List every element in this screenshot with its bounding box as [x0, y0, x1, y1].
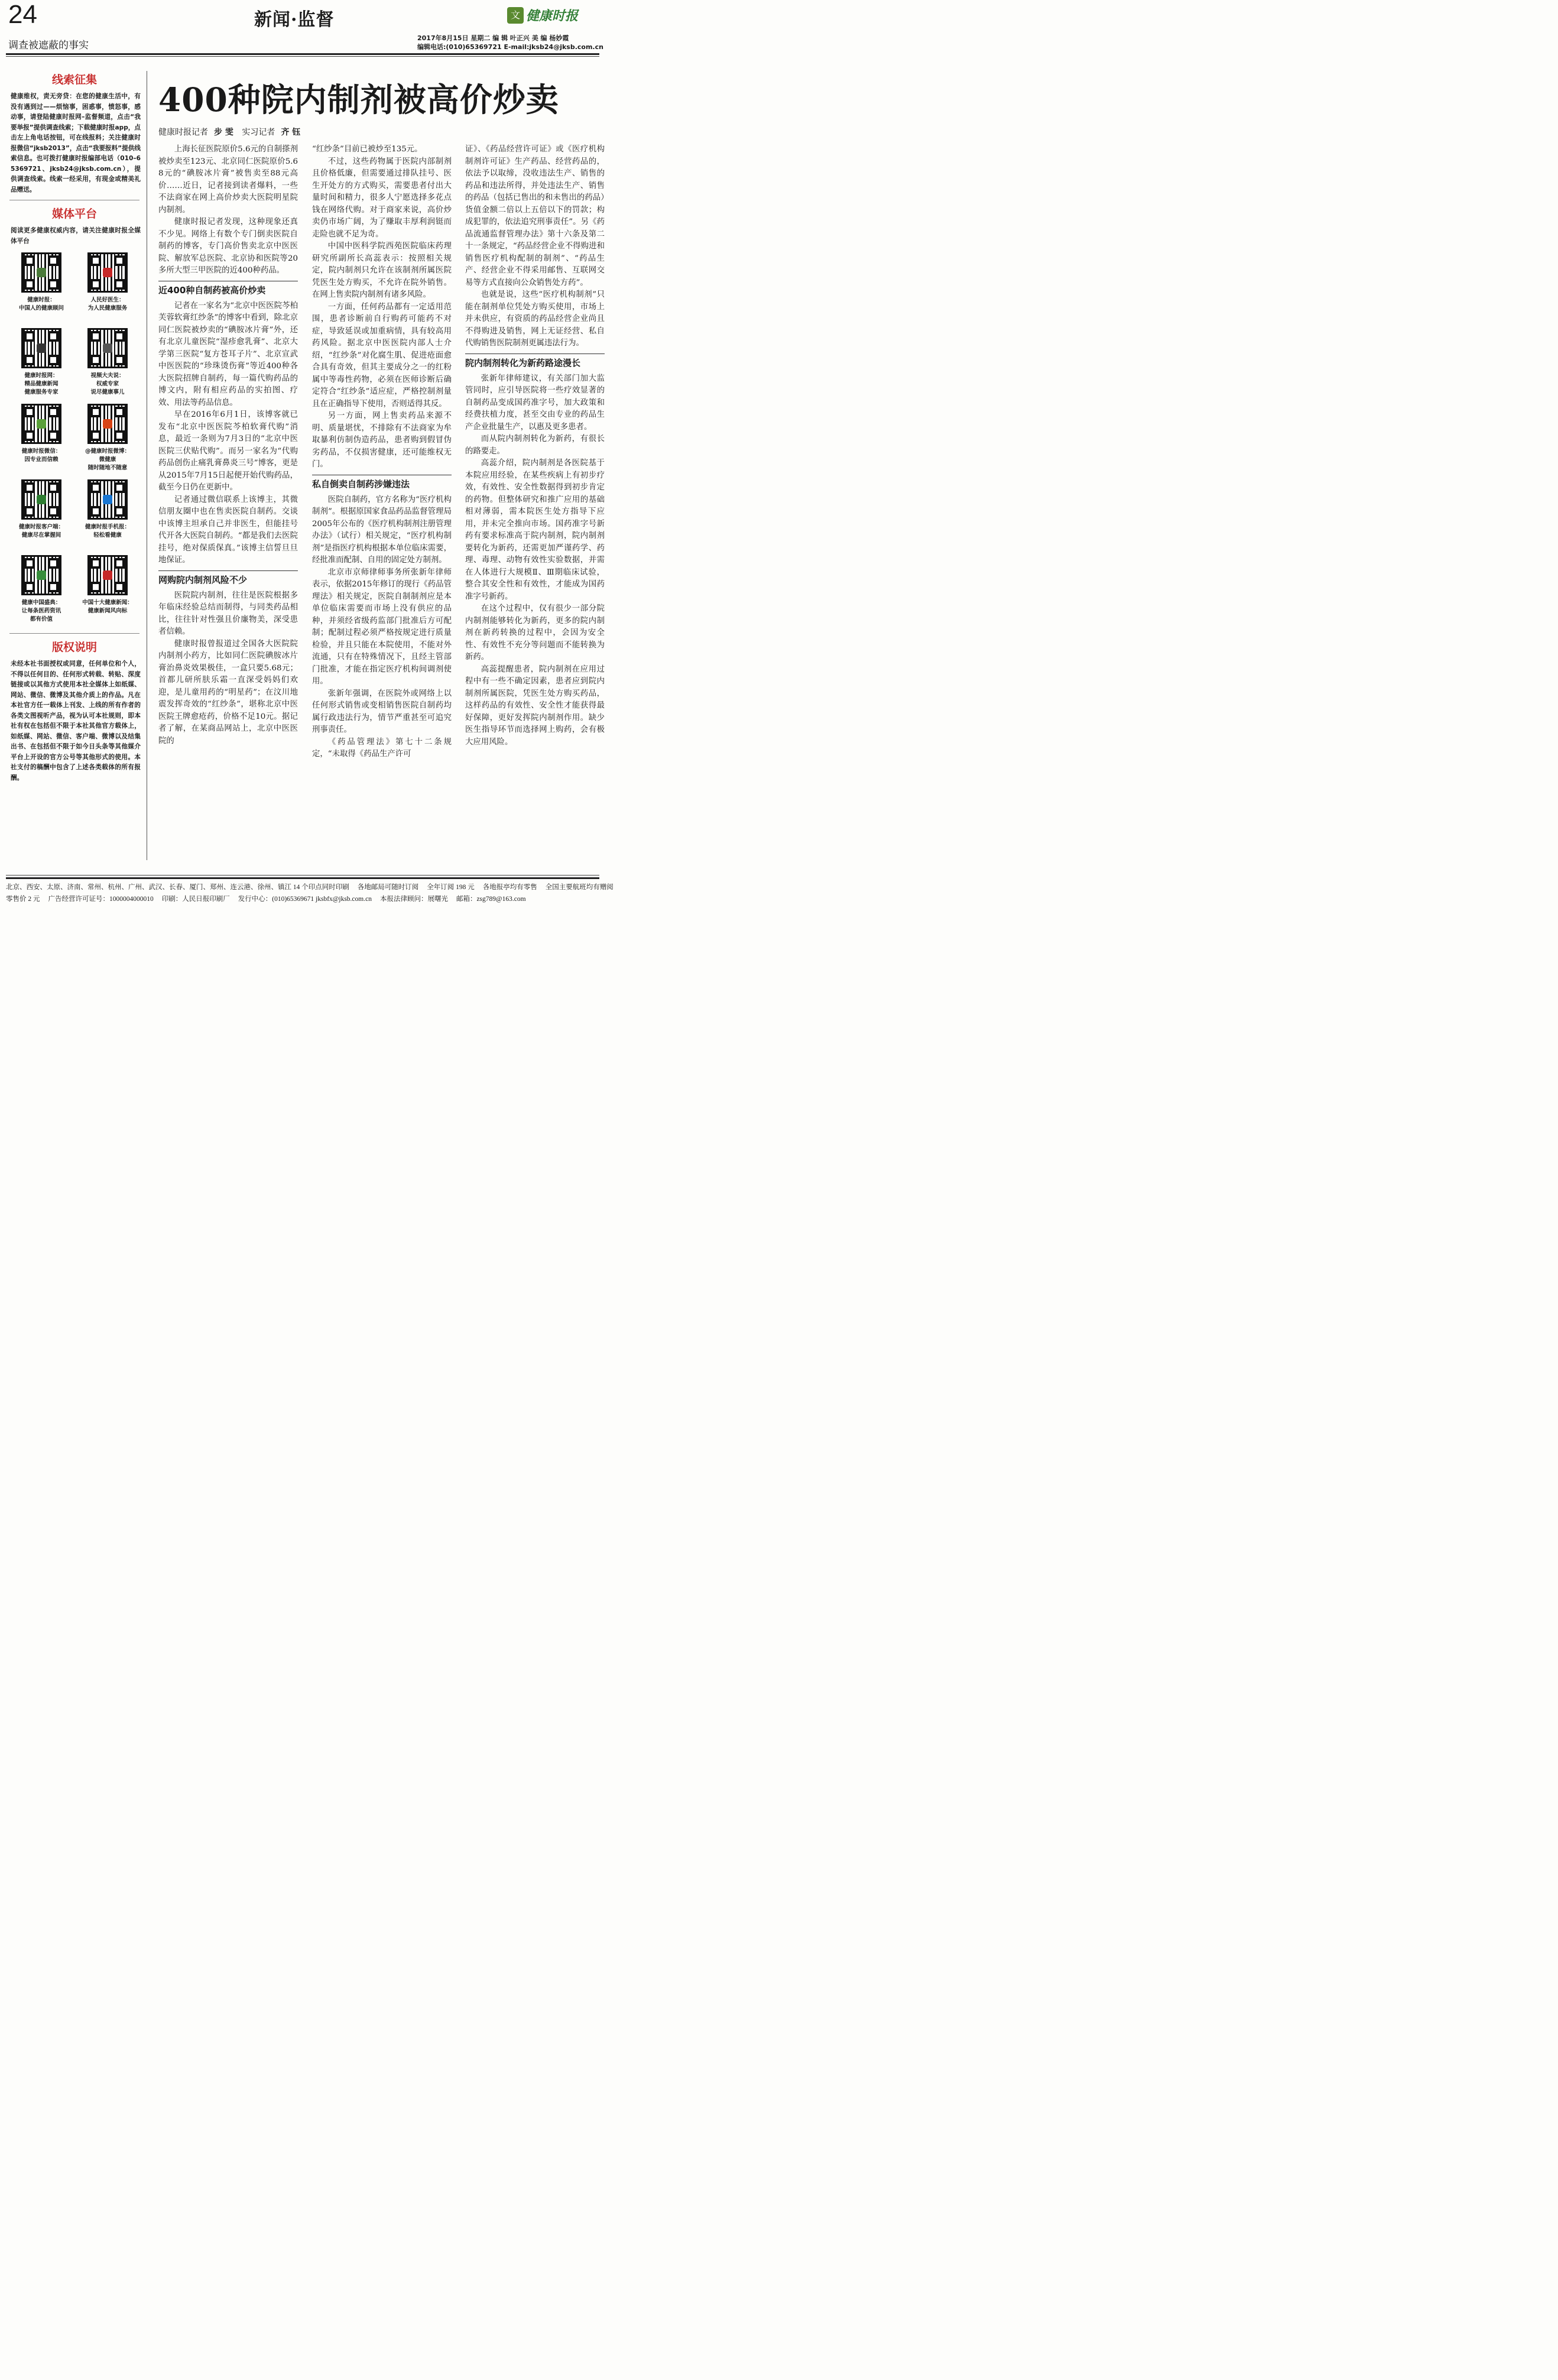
qr-caption: 健康时报网： [24, 372, 59, 379]
qr-caption: 人民好医生： [90, 297, 125, 303]
qr-code-icon [21, 404, 61, 444]
footer-rule [6, 877, 599, 879]
qr-caption: 健康时报微信： [21, 448, 61, 455]
article-paragraph: 高蕊提醒患者，院内制剂在应用过程中有一些不确定因素，患者应到院内制剂所属医院，凭医生处方购买药品，这样药品的有效性、安全性才能获得最好保障，更好发挥院内制剂作用。缺少医生指导环节而选择网上购药，会有极大应用风险。 [465, 664, 605, 747]
qr-caption: 为人民健康服务 [87, 305, 128, 312]
qr-code-icon [87, 404, 128, 444]
section-subheading: 院内制剂转化为新药路途漫长 [465, 354, 605, 369]
qr-caption: @健康时报微博： [85, 448, 130, 455]
qr-caption: 中国人的健康顾问 [18, 305, 64, 312]
qr-code-item [8, 328, 74, 401]
qr-code-grid [6, 252, 143, 628]
footer-distribution-line [6, 882, 614, 891]
section-subheading: 近400种自制药被高价炒卖 [158, 281, 298, 297]
qr-code-item [74, 479, 141, 553]
byline-reporter: 步 雯 [214, 128, 233, 137]
footer-item: 广告经营许可证号：1000004000010 [48, 896, 154, 903]
masthead-rule [6, 53, 599, 55]
qr-code-item [74, 404, 141, 477]
media-platform-intro: 阅读更多健康权威内容，请关注健康时报全媒体平台 [11, 227, 141, 245]
tips-title: 线索征集 [51, 73, 97, 86]
article-paragraph: 中国中医科学院西苑医院临床药理研究所副所长高蕊表示：按照相关规定，院内制剂只允许在该制剂所属医院凭医生处方购买，不允许在院外销售。在网上售卖院内制剂有诸多风险。 [312, 242, 452, 299]
footer-item: 零售价 2 元 [6, 896, 40, 903]
article-column-2 [312, 144, 452, 862]
footer-item: 各地报亭均有零售 [482, 884, 537, 891]
sidebar-divider [9, 633, 139, 634]
footer-item: 发行中心：(010)65369671 jksbfx@jksb.com.cn [238, 896, 372, 903]
qr-code-item [74, 252, 141, 326]
masthead-rule-thin [6, 56, 599, 57]
article-column-3 [465, 144, 605, 862]
qr-caption: 健康时报客户端： [18, 524, 64, 530]
section-title: 新闻·监督 [254, 9, 335, 30]
article-paragraph: 《药品管理法》第七十二条规定，“未取得《药品生产许可 [312, 737, 452, 758]
article-paragraph: 另一方面，网上售卖药品来源不明、质量堪忧，不排除有不法商家为牟取暴利仿制伪造药品，患者购到假冒伪劣药品，不仅损害健康，还可能维权无门。 [312, 411, 452, 469]
qr-caption: 权威专家 [96, 381, 119, 387]
article-paragraph: 而从院内制剂转化为新药，有很长的路要走。 [465, 435, 605, 456]
qr-code-icon [21, 252, 61, 293]
qr-caption: 中国十大健康新闻： [82, 599, 133, 606]
qr-code-item [74, 555, 141, 628]
qr-code-icon [87, 555, 128, 595]
qr-caption: 因专业而信赖 [24, 456, 59, 463]
qr-code-icon [87, 328, 128, 368]
article-paragraph: 也就是说，这些“医疗机构制剂”只能在制剂单位凭处方购买使用，市场上并未供应，有资质的药品经营企业尚且不得购进及销售，网上无证经营、私自代购销售医院制剂更属违法行为。 [465, 290, 605, 348]
logo-name: 健康时报 [526, 9, 579, 24]
article-paragraph: 不过，这些药物属于医院内部制剂且价格低廉，但需要通过排队挂号、医生开处方的方式购买，需要患者付出大量时间和精力，很多人宁愿选择多花点钱在网络代购。对于商家来说，高价炒卖仍市场广阔，为了赚取丰厚利润铤而走险也就不足为奇。 [312, 157, 452, 239]
article-paragraph: 张新年强调，在医院外或网络上以任何形式销售或变相销售医院自制药均属行政违法行为，情节严重甚至可追究刑事责任。 [312, 689, 452, 734]
byline-intern-label: 实习记者 [242, 128, 275, 137]
qr-caption: 健康新闻风向标 [87, 608, 128, 614]
media-platform-title: 媒体平台 [51, 207, 97, 221]
article-paragraph: 医院自制药，官方名称为“医疗机构制剂”。根据原国家食品药品监督管理局2005年公布的《医疗机构制剂注册管理办法》（试行）相关规定，“医疗机构制剂”是指医疗机构根据本单位临床需要，经批准而配制、自用的固定处方制剂。 [312, 495, 452, 565]
newspaper-logo [507, 6, 578, 24]
article-column-1 [158, 144, 298, 862]
article-headline: 400种院内制剂被高价炒卖 [158, 80, 559, 119]
article-paragraph: 证》、《药品经营许可证》或《医疗机构制剂许可证》生产药品、经营药品的，依法予以取缔，没收违法生产、销售的药品和违法所得，并处违法生产、销售的药品（包括已售出的和未售出的药品）货值金额二倍以上五倍以下的罚款；构成犯罪的，依法追究刑事责任”。另《药品流通监督管理办法》第十六条及第二十一条规定，“药品经营企业不得购进和销售医疗机构配制的制剂”、“药品生产、经营企业不得采用邮售、互联网交易等方式直接向公众销售处方药”。 [465, 145, 605, 287]
article-paragraph: 一方面，任何药品都有一定适用范围，患者诊断前自行购药可能药不对症，导致延误或加重病情，具有较高用药风险。据北京中医医院内部人士介绍，“红纱条”对化腐生肌、促进疮面愈合具有奇效，但其主要成分之一的红粉属中等毒性药物，必须在医师诊断后确定符合“红纱条”适应症，严格控制剂量且在正确指导下使用，否则适得其反。 [312, 302, 452, 408]
copyright-title: 版权说明 [51, 641, 97, 654]
article-paragraph: 记者通过微信联系上该博主，其微信朋友圈中也在售卖医院自制药。交谈中该博主坦承自己并非医生，但能挂号代开各大医院自制药。“都是我们去医院挂号，绝对保质保真。”该博主信誓旦旦地保证。 [158, 495, 298, 565]
footer-item: 印刷：人民日报印刷厂 [161, 896, 230, 903]
qr-caption: 都有价值 [30, 616, 53, 622]
qr-code-item [8, 479, 74, 553]
article-byline [158, 126, 306, 138]
footer-publisher-line [6, 894, 599, 903]
section-subheading: 网购院内制剂风险不少 [158, 570, 298, 586]
qr-code-item [8, 404, 74, 477]
article-paragraph: 早在2016年6月1日，该博客就已发布“北京中医医院芩柏软膏代购”消息，最近一条则为7月3日的“北京中医医院三伏贴代购”。而另一家名为“代购药品创伤止痛乳膏鼻炎三号”博客，更是从2015年7月15日起便开始代购药品，截至今日仍在更新中。 [158, 410, 298, 492]
section-subheading: 私自倒卖自制药涉嫌违法 [312, 475, 452, 491]
article-paragraph: 北京市京师律师事务所张新年律师表示，依据2015年修订的现行《药品管理法》相关规定，医院自制制剂应是本单位临床需要而市场上没有供应的品种，并须经省级药监部门批准后方可配制；配制过程必须严格按规定进行质量检验，并且只能在本院使用，不能对外流通，只有在特殊情况下，且经主管部门批准，才能在指定医疗机构间调剂使用。 [312, 568, 452, 686]
qr-caption: 随时随地不随意 [87, 465, 128, 471]
qr-code-icon [87, 252, 128, 293]
qr-code-icon [21, 479, 61, 520]
qr-caption: 让每条医药资讯 [21, 608, 61, 614]
article-paragraph: 上海长征医院原价5.6元的自制搽剂被炒卖至123元、北京同仁医院原价5.68元的“碘胺冰片膏”被售卖至88元高价……近日，记者接到读者爆料，一些不法商家在网上高价炒卖大医院明星院内制剂。 [158, 145, 298, 215]
qr-caption: 健康中国盛典： [21, 599, 61, 606]
article-paragraph: 高蕊介绍，院内制剂是各医院基于本院应用经验，在某些疾病上有初步疗效，有效性、安全性数据得到初步肯定的药物。但整体研究和推广应用的基础相对薄弱，需本院医生处方指导下应用，并未完全推向市场。国药准字号新药有要求标准高于院内制剂，院内制剂要转化为新药，还需更加严谨药学、药理、毒理、动物有效性实验数据，并需在人体进行大规模Ⅱ、Ⅲ期临床试验，整合其安全性和有效性，才能成为国药准字号新药。 [465, 459, 605, 601]
qr-code-item [8, 555, 74, 628]
date-editors-line: 2017年8月15日 星期二 编 辑 叶正兴 美 编 杨妙霞 [417, 34, 569, 42]
qr-caption: 健康时报： [27, 297, 56, 303]
article-paragraph: 医院院内制剂，往往是医院根据多年临床经验总结而制得，与同类药品相比，往往针对性强且价廉物美，深受患者信赖。 [158, 591, 298, 636]
byline-intern: 齐 钰 [281, 128, 301, 137]
qr-caption: 微健康 [99, 456, 116, 463]
qr-code-icon [87, 479, 128, 520]
footer-item: 本报法律顾问：展曙光 [379, 896, 448, 903]
page-number: 24 [8, 0, 37, 29]
qr-caption: 说尽健康事儿 [90, 389, 125, 395]
qr-caption: 健康服务专家 [24, 389, 59, 395]
article-paragraph: “红纱条”目前已被炒至135元。 [312, 145, 423, 154]
tips-body: 健康维权，责无旁贷：在您的健康生活中，有没有遇到过——烦恼事，困惑事，愤怒事，感动事，请登陆健康时报网–监督频道，点击“我要举报”提供调查线索；下载健康时报app，点击左上角电话按钮，可在线报料；关注健康时报微信“jksb2013”，点击“我要报料”提供线索信息。也可拨打健康时报编部电话（010–65369721、jksb24@jksb.com.cn），提供调查线索。线索一经采用，有现金或精美礼品赠送。 [11, 93, 141, 193]
sidebar [6, 71, 143, 860]
page-slogan: 调查被遮蔽的事实 [8, 40, 89, 51]
qr-code-icon [21, 555, 61, 595]
qr-code-icon [21, 328, 61, 368]
footer-rule-thin [6, 875, 599, 876]
article-paragraph: 在这个过程中，仅有很少一部分院内制剂能够转化为新药，更多的院内制剂在新药转换的过程中，会因为安全性、有效性不充分等问题而不能转换为新药。 [465, 604, 605, 662]
logo-mark-icon: 文 [507, 7, 524, 24]
byline-prefix: 健康时报记者 [158, 128, 208, 137]
editor-contact-line: 编辑电话:(010)65369721 E-mail:jksb24@jksb.com.cn [417, 43, 603, 51]
article-paragraph: 记者在一家名为“北京中医医院芩柏芙蓉软膏红纱条”的博客中看到，除北京同仁医院被炒卖的“碘胺冰片膏”外，还有北京儿童医院“湿疹愈乳膏”、北京大学第三医院“复方苍耳子片”、北京宣武中医医院的“珍珠烫伤膏”等近400种各大医院招牌自制药，每一篇代购药品的博文内，附有相应药品的实拍图、疗效、用法等药品信息。 [158, 301, 298, 407]
footer-item: 全国主要航班均有赠阅 [545, 884, 614, 891]
article-paragraph: 张新年律师建议，有关部门加大监管同时，应引导医院将一些疗效显著的自制药品变成国药准字号，加大政策和经费扶植力度，甚至交由专业的药品生产企业批量生产，以惠及更多患者。 [465, 374, 605, 432]
qr-caption: 健康尽在掌握间 [21, 532, 61, 539]
qr-caption: 健康时报手机报： [85, 524, 130, 530]
footer-item: 邮箱：zsg789@163.com [456, 896, 526, 903]
footer-item: 全年订阅 198 元 [427, 884, 475, 891]
copyright-body: 未经本社书面授权或同意，任何单位和个人，不得以任何目的、任何形式转载、转贴、深度链接或以其他方式使用本社全媒体上如纸媒、网站、微信、微博及其他介质上的作品。凡在本社官方任一载体上刊发、上线的所有作者的各类文图视听产品，视为认可本社规则，即本社有权在包括但不限于本社其他官方载体上，如纸媒、网站、微信、客户端、微博以及结集出书、在包括但不限于如今日头条等其他媒介平台上开设的官方公号等其他形式的使用。本社支付的稿酬中包含了上述各类载体的所有报酬。 [11, 660, 141, 782]
qr-caption: 轻松看健康 [93, 532, 122, 539]
qr-caption: 视频大夫说： [90, 372, 125, 379]
footer-item: 北京、西安、太原、济南、常州、杭州、广州、武汉、长春、厦门、郑州、连云港、徐州、镇江 14 个印点同时印刷 [6, 884, 349, 891]
qr-caption: 精品健康新闻 [24, 381, 59, 387]
qr-code-item [74, 328, 141, 401]
article-paragraph: 健康时报曾报道过全国各大医院院内制剂小药方，比如同仁医院碘胺冰片膏治鼻炎效果极佳，一盒只要5.68元；首都儿研所肤乐霜一直深受妈妈们欢迎，是儿童用药的“明星药”；在汶川地震发挥奇效的“红纱条”，堪称北京中医医院王牌愈疮药，价格不足10元。据记者了解，在某商品网站上，北京中医医院的 [158, 639, 298, 745]
footer-item: 各地邮局可随时订阅 [357, 884, 419, 891]
qr-code-item [8, 252, 74, 326]
article-paragraph: 健康时报记者发现，这种现象还真不少见。网络上有数个专门倒卖医院自制药的博客，专门高价售卖北京中医医院、解放军总医院、北京协和医院等20多所大型三甲医院的近400种药品。 [158, 218, 298, 275]
